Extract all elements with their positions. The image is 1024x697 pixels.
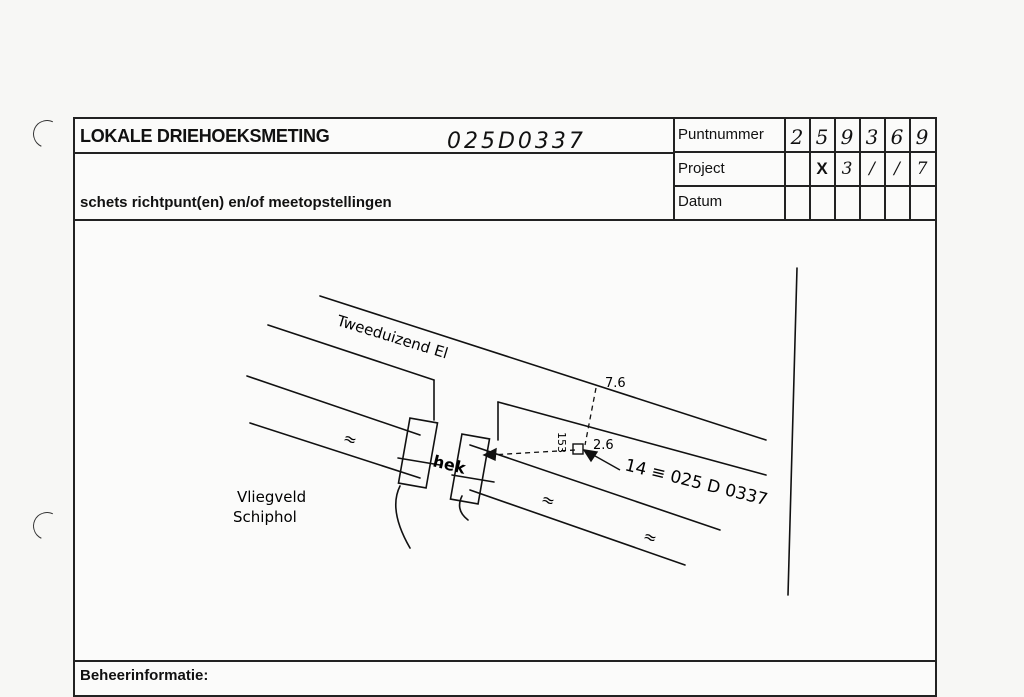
point-annotation: 14 ≡ 025 D 0337 — [622, 455, 770, 511]
form-subtitle: schets richtpunt(en) en/of meetopstellingen — [80, 194, 392, 211]
strip-line — [247, 376, 420, 435]
measure-line-vertical — [585, 388, 596, 445]
water-symbol: ≈ — [340, 427, 360, 451]
distance-label-2: 2.6 — [593, 438, 614, 453]
puntnummer-digit: 3 — [865, 125, 879, 149]
datum-label: Datum — [678, 193, 723, 210]
handwritten-code: 025D0337 — [447, 129, 586, 154]
puntnummer-digit: 9 — [915, 125, 929, 149]
project-digit: X — [816, 159, 828, 178]
puntnummer-digit: 5 — [815, 125, 829, 149]
project-label: Project — [678, 160, 725, 177]
street-label: Tweeduizend El — [334, 311, 451, 363]
project-digit: / — [869, 159, 875, 179]
water-symbol: ≈ — [640, 525, 660, 549]
road-line — [320, 296, 766, 440]
project-digit: / — [894, 159, 900, 179]
puntnummer-label: Puntnummer — [678, 126, 764, 143]
project-digit: 3 — [841, 159, 853, 179]
survey-point-marker — [573, 444, 583, 454]
puntnummer-digit: 6 — [890, 125, 904, 149]
boundary-line — [788, 268, 797, 595]
puntnummer-digit: 2 — [790, 125, 804, 149]
form-title: LOKALE DRIEHOEKSMETING — [80, 126, 330, 146]
area-label-line2: Schiphol — [233, 508, 297, 526]
small-label: 153 — [555, 432, 568, 453]
path-curve-left — [396, 486, 410, 548]
area-label-line1: Vliegveld — [237, 488, 307, 506]
path-curve-right — [460, 496, 468, 520]
gate-label: hek — [431, 451, 468, 478]
distance-label-1: 7.6 — [605, 376, 626, 391]
beheerinformatie-label: Beheerinformatie: — [80, 667, 209, 684]
water-symbol: ≈ — [538, 488, 558, 512]
puntnummer-digit: 9 — [840, 125, 854, 149]
project-digit: 7 — [916, 159, 928, 179]
strip-line — [250, 423, 420, 478]
